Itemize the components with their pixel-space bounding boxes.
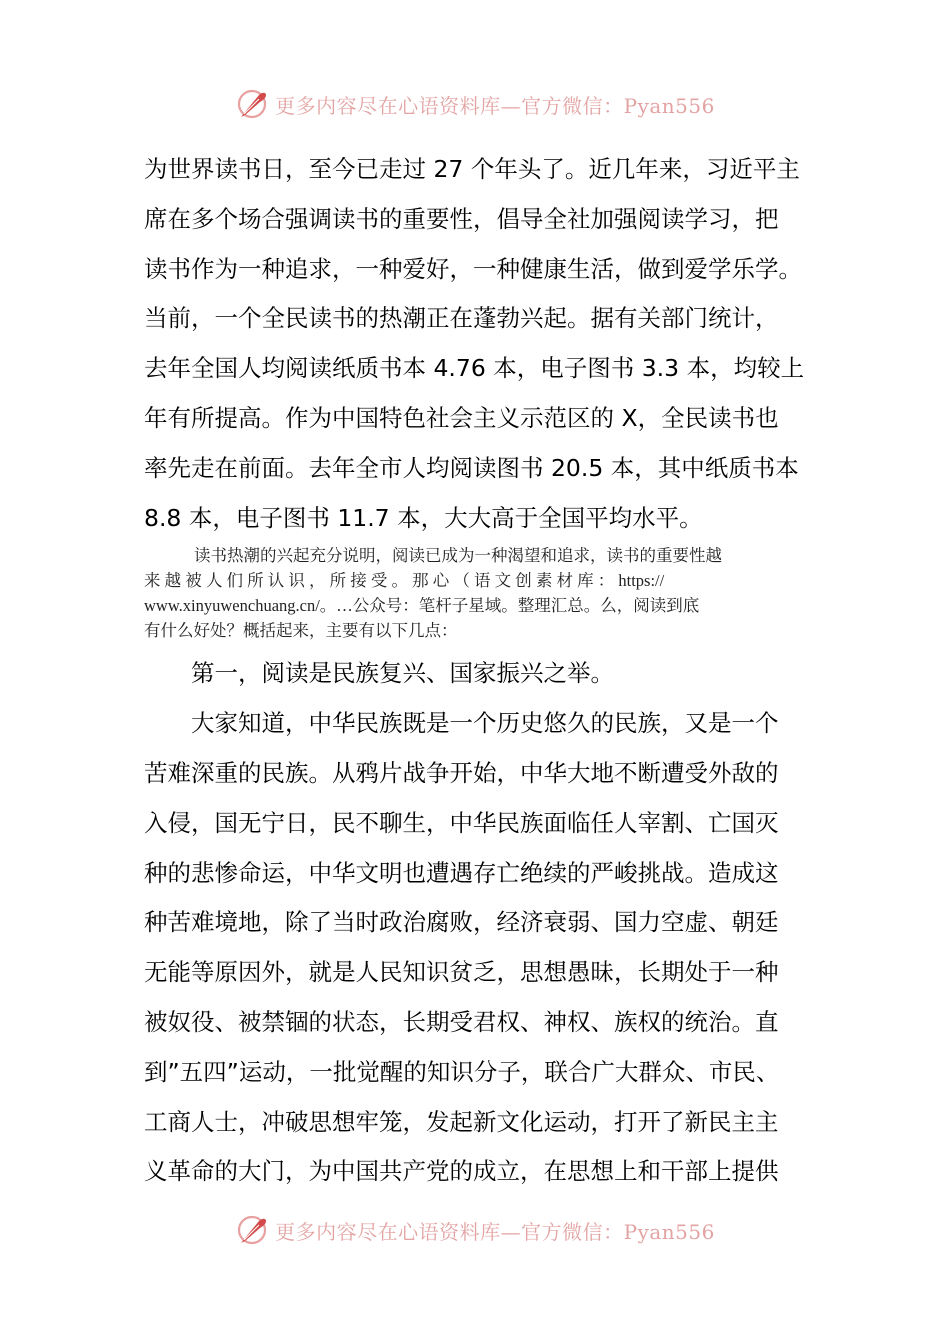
quill-logo-icon (235, 1213, 269, 1247)
text-line: 去年全国人均阅读纸质书本 4.76 本，电子图书 3.3 本，均较上 (144, 354, 805, 383)
small-text-line: 有什么好处？概括起来，主要有以下几点： (144, 621, 458, 641)
inserted-small-paragraph (144, 543, 824, 643)
page-footer (0, 1210, 950, 1250)
text-line: 种的悲惨命运，中华文明也遭遇存亡绝续的严峻挑战。造成这 (144, 858, 779, 887)
paragraph-statistics (144, 145, 824, 543)
text-line: 当前，一个全民读书的热潮正在蓬勃兴起。据有关部门统计， (144, 304, 779, 333)
header-banner-text: 更多内容尽在心语资料库—官方微信：Pyan556 (275, 93, 715, 118)
text-line: 为世界读书日，至今已走过 27 个年头了。近几年来，习近平主 (144, 155, 800, 183)
document-body (144, 145, 824, 1197)
text-line: 率先走在前面。去年全市人均阅读图书 20.5 本，其中纸质书本 (144, 453, 799, 482)
footer-banner-text: 更多内容尽在心语资料库—官方微信：Pyan556 (275, 1219, 715, 1244)
text-line: 大家知道，中华民族既是一个历史悠久的民族，又是一个 (191, 709, 779, 738)
page-header (0, 84, 950, 124)
quill-logo-icon (235, 87, 269, 121)
text-line: 到”五四”运动，一批觉醒的知识分子，联合广大群众、市民、 (144, 1057, 780, 1086)
text-line: 入侵，国无宁日，民不聊生，中华民族面临任人宰割、亡国灭 (144, 808, 779, 837)
header-banner (235, 87, 715, 121)
text-line: 义革命的大门，为中国共产党的成立，在思想上和干部上提供 (144, 1157, 779, 1186)
small-text-line: 来 越 被 人 们 所 认 识 ， 所 接 受 。 那 心 （ 语 文 创 素 材 库 ： https:// (144, 571, 665, 591)
small-text-line: 读书热潮的兴起充分说明，阅读已成为一种渴望和追求，读书的重要性越 (194, 546, 722, 566)
text-line: 读书作为一种追求，一种爱好，一种健康生活，做到爱学乐学。 (144, 254, 802, 283)
text-line: 8.8 本，电子图书 11.7 本，大大高于全国平均水平。 (144, 503, 703, 532)
paragraph-history (144, 699, 824, 1197)
text-line: 无能等原因外，就是人民知识贫乏，思想愚昧，长期处于一种 (144, 958, 779, 987)
text-line: 席在多个场合强调读书的重要性，倡导全社加强阅读学习，把 (144, 204, 779, 233)
text-line: 工商人士，冲破思想牢笼，发起新文化运动，打开了新民主主 (144, 1107, 779, 1136)
text-line: 年有所提高。作为中国特色社会主义示范区的 X，全民读书也 (144, 403, 779, 432)
text-line: 种苦难境地，除了当时政治腐败，经济衰弱、国力空虚、朝廷 (144, 908, 779, 937)
footer-banner (235, 1213, 715, 1247)
section-heading: 第一，阅读是民族复兴、国家振兴之举。 (191, 659, 614, 688)
text-line: 苦难深重的民族。从鸦片战争开始，中华大地不断遭受外敌的 (144, 758, 779, 787)
small-text-line: www.xinyuwenchuang.cn/。…公众号：笔杆子星域。整理汇总。么，阅读到底 (144, 596, 700, 616)
text-line: 被奴役、被禁锢的状态，长期受君权、神权、族权的统治。直 (144, 1007, 779, 1036)
